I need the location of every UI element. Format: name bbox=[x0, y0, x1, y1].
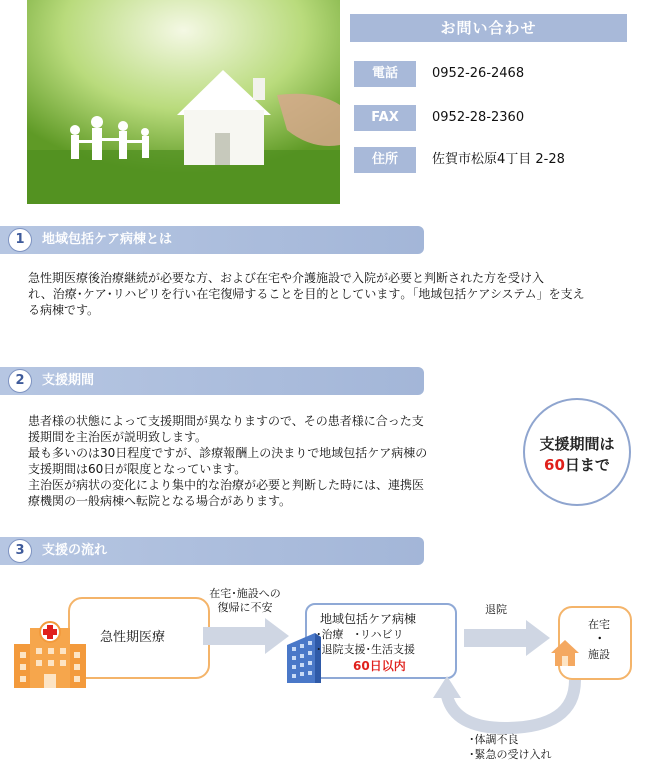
phone-number[interactable]: 0952-26-2468 bbox=[432, 66, 525, 81]
text-line: 患者様の状態によって支援期間が異なりますので、その患者様に合った支 bbox=[28, 414, 424, 428]
text-line: 療機関の一般病棟へ転院となる場合があります。 bbox=[28, 494, 292, 508]
ward-item-2: ･退院支援･生活支援 bbox=[316, 643, 415, 656]
fax-number: 0952-28-2360 bbox=[432, 110, 525, 125]
contact-title: お問い合わせ bbox=[350, 14, 627, 42]
section-number-2: 2 bbox=[8, 369, 32, 393]
support-period-badge bbox=[523, 398, 631, 506]
home-label-2: 施設 bbox=[588, 648, 610, 661]
discharge-label: 退院 bbox=[485, 603, 507, 616]
section-title-2: 支援期間 bbox=[42, 373, 95, 388]
return-reason-1: ･体調不良 bbox=[469, 733, 519, 746]
section-header-1 bbox=[0, 226, 424, 254]
arrow-right-icon bbox=[203, 618, 289, 654]
return-arrow-icon bbox=[425, 676, 590, 738]
house-icon bbox=[550, 638, 580, 668]
hospital-icon bbox=[4, 618, 96, 690]
section-title-3: 支援の流れ bbox=[42, 543, 108, 558]
fax-label: FAX bbox=[354, 105, 416, 131]
section-number-1: 1 bbox=[8, 228, 32, 252]
acute-care-label: 急性期医療 bbox=[100, 630, 166, 645]
section-header-3 bbox=[0, 537, 424, 565]
text-line: 急性期医療後治療継続が必要な方、および在宅や介護施設で入院が必要と判断された方を受け入 bbox=[28, 271, 545, 285]
home-label-1: 在宅 bbox=[588, 618, 610, 631]
return-reason-2: ･緊急の受け入れ bbox=[469, 748, 552, 761]
ward-title: 地域包括ケア病棟 bbox=[320, 612, 417, 626]
text-line: 支援期間は60日が限度となっています。 bbox=[28, 462, 247, 476]
section-number-3: 3 bbox=[8, 539, 32, 563]
text-line: 最も多いのは30日程度ですが、診療報酬上の決まりで地域包括ケア病棟の bbox=[28, 446, 428, 460]
section-title-1: 地域包括ケア病棟とは bbox=[42, 232, 173, 247]
home-dot: ･ bbox=[597, 632, 603, 645]
text-line: る病棟です。 bbox=[28, 303, 100, 317]
badge-suffix: 日まで bbox=[564, 456, 610, 474]
ward-limit: 60日以内 bbox=[353, 659, 406, 673]
ward-item-1: ･治療 ･リハビリ bbox=[316, 628, 404, 641]
arrow1-caption bbox=[197, 587, 293, 615]
arrow-right-icon bbox=[464, 620, 550, 656]
text-line: れ、治療･ケア･リハビリを行い在宅復帰することを目的としています｡「地域包括ケアシステム」を支え bbox=[28, 287, 585, 301]
address-label: 住所 bbox=[354, 147, 416, 173]
text-line: 援期間を主治医が説明致します。 bbox=[28, 430, 208, 444]
phone-label: 電話 bbox=[354, 61, 416, 87]
section-2-text bbox=[28, 413, 508, 509]
section-1-text bbox=[28, 270, 638, 318]
badge-line1: 支援期間は bbox=[539, 435, 615, 453]
text-line: 主治医が病状の変化により集中的な治療が必要と判断した時には、連携医 bbox=[28, 478, 425, 492]
badge-days: 60 bbox=[544, 456, 565, 474]
hero-image-house-family bbox=[27, 0, 340, 204]
badge-line2 bbox=[525, 454, 629, 475]
arrow1-line2: 復帰に不安 bbox=[217, 601, 273, 614]
arrow1-line1: 在宅･施設への bbox=[209, 587, 281, 600]
address-value: 佐賀市松原4丁目 2-28 bbox=[432, 152, 565, 167]
section-header-2 bbox=[0, 367, 424, 395]
